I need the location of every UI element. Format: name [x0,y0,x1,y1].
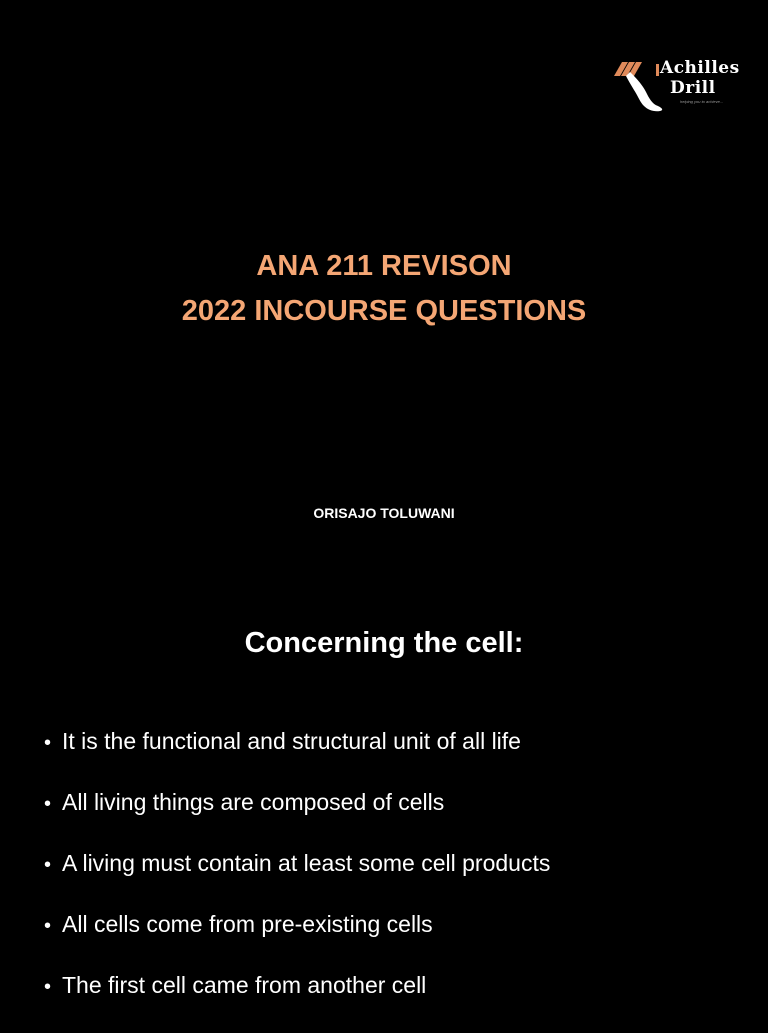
logo-word-achilles: Achilles [660,58,740,78]
title-line-2: 2022 INCOURSE QUESTIONS [181,295,587,327]
bullet-text: The first cell came from another cell [62,972,427,998]
logo-word-drill: Drill [670,78,716,98]
bullet-text: It is the functional and structural unit of all life [62,728,521,754]
bullet-item [44,789,550,850]
bullet-list [44,728,550,1033]
bullet-item [44,911,550,972]
title-line-1: ANA 211 REVISON [256,250,512,282]
author-name: ORISAJO TOLUWANI [313,505,455,521]
bullet-text: A living must contain at least some cell products [62,850,551,876]
bullet-icon: • [44,915,52,937]
bullet-icon: • [44,854,52,876]
logo-tagline: helping you to achieve... [680,99,724,104]
bullet-text: All cells come from pre-existing cells [62,911,433,937]
section-heading: Concerning the cell: [244,627,524,659]
bullet-icon: • [44,793,52,815]
bullet-item [44,850,550,911]
achilles-drill-logo [612,58,752,114]
bullet-text: All living things are composed of cells [62,789,445,815]
bullet-icon: • [44,732,52,754]
bullet-icon: • [44,976,52,998]
bullet-item [44,728,550,789]
